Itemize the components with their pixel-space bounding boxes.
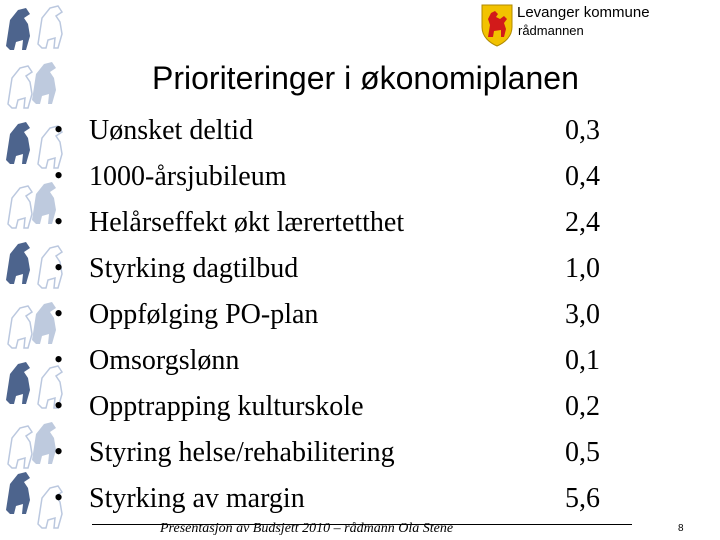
- bullet-icon: •: [54, 115, 64, 144]
- item-label: Omsorgslønn: [89, 345, 240, 376]
- priority-list: [0, 112, 720, 526]
- item-value: 1,0: [565, 253, 600, 284]
- list-item: [0, 388, 720, 434]
- item-label: Styring helse/rehabilitering: [89, 437, 395, 468]
- slide-title: Prioriteringer i økonomiplanen: [152, 60, 579, 96]
- list-item: [0, 250, 720, 296]
- bullet-icon: •: [54, 391, 64, 420]
- bullet-icon: •: [54, 437, 64, 466]
- list-item: [0, 434, 720, 480]
- list-item: [0, 204, 720, 250]
- list-item: [0, 158, 720, 204]
- list-item: [0, 480, 720, 526]
- item-label: Helårseffekt økt lærertetthet: [89, 207, 405, 238]
- organization-unit: rådmannen: [518, 23, 584, 38]
- item-label: 1000-årsjubileum: [89, 161, 287, 192]
- item-value: 5,6: [565, 483, 600, 514]
- item-value: 0,3: [565, 115, 600, 146]
- item-label: Opptrapping kulturskole: [89, 391, 364, 422]
- bullet-icon: •: [54, 345, 64, 374]
- bullet-icon: •: [54, 207, 64, 236]
- item-label: Oppfølging PO-plan: [89, 299, 319, 330]
- list-item: [0, 112, 720, 158]
- item-value: 0,4: [565, 161, 600, 192]
- bullet-icon: •: [54, 483, 64, 512]
- item-value: 2,4: [565, 207, 600, 238]
- bullet-icon: •: [54, 253, 64, 282]
- item-value: 0,1: [565, 345, 600, 376]
- list-item: [0, 342, 720, 388]
- item-label: Styrking av margin: [89, 483, 305, 514]
- organization-name: Levanger kommune: [517, 4, 650, 21]
- page-number: 8: [678, 523, 684, 534]
- item-label: Styrking dagtilbud: [89, 253, 299, 284]
- item-label: Uønsket deltid: [89, 115, 254, 146]
- item-value: 3,0: [565, 299, 600, 330]
- footer-caption: Presentasjon av Budsjett 2010 – rådmann Ola Stene: [160, 521, 454, 536]
- bullet-icon: •: [54, 299, 64, 328]
- bullet-icon: •: [54, 161, 64, 190]
- list-item: [0, 296, 720, 342]
- item-value: 0,5: [565, 437, 600, 468]
- lion-shield-icon: [480, 3, 514, 47]
- item-value: 0,2: [565, 391, 600, 422]
